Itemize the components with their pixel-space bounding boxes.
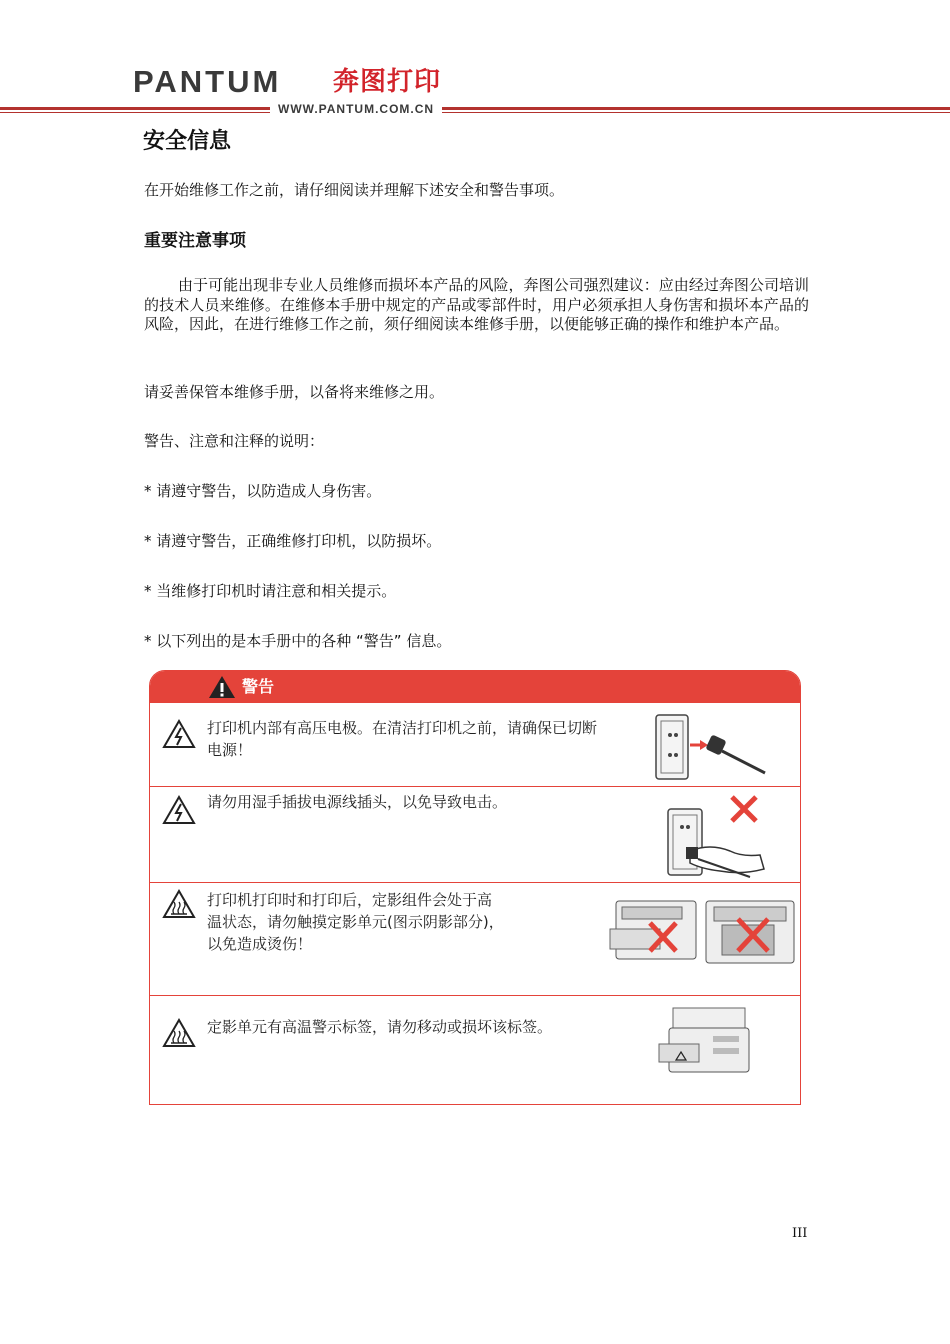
page-title: 安全信息 [143, 129, 232, 154]
printer-label-illustration [655, 1002, 755, 1082]
warning-text: 电源！ [207, 741, 253, 759]
website-url: WWW.PANTUM.COM.CN [270, 101, 442, 117]
bullet-item: * 以下列出的是本手册中的各种 “警告” 信息。 [144, 632, 452, 650]
warning-row [150, 882, 800, 995]
bullet-item: * 当维修打印机时请注意和相关提示。 [144, 582, 397, 600]
warning-text: 请勿用湿手插拔电源线插头，以免导致电击。 [207, 793, 508, 811]
hot-surface-icon [162, 889, 196, 919]
warning-text: 以免造成烫伤！ [207, 935, 313, 953]
high-voltage-icon [162, 719, 196, 749]
high-voltage-icon [162, 795, 196, 825]
warning-row [150, 995, 800, 1105]
warning-header [150, 671, 800, 703]
power-outlet-plug-illustration [650, 711, 770, 783]
keep-manual-text: 请妥善保管本维修手册，以备将来维修之用。 [144, 383, 445, 401]
important-paragraph: 由于可能出现非专业人员维修而损坏本产品的风险，奔图公司强烈建议：应由经过奔图公司培训的技术人员来维修。在维修本手册中规定的产品或零部件时，用户必须承担人身伤害和损坏本产品的风险，因此，在进行维修工作之前，须仔细阅读本维修手册，以便能够正确的操作和维护本产品。 [144, 276, 809, 333]
brand-logo-en: PANTUM [133, 64, 282, 99]
section-title: 重要注意事项 [144, 231, 246, 251]
warning-row [150, 786, 800, 882]
warning-row [150, 703, 800, 786]
bullet-item: * 请遵守警告，以防造成人身伤害。 [144, 482, 382, 500]
wet-hand-plug-illustration [660, 789, 770, 881]
bullet-item: * 请遵守警告，正确维修打印机，以防损坏。 [144, 532, 442, 550]
header-rule-thin [0, 112, 950, 113]
page-number: III [792, 1226, 808, 1241]
hot-surface-icon [162, 1018, 196, 1048]
warning-text: 打印机打印时和打印后，定影组件会处于高 [207, 891, 493, 909]
explain-heading: 警告、注意和注释的说明： [144, 432, 325, 450]
warning-header-label: 警告 [242, 677, 275, 696]
warning-text: 打印机内部有高压电极。在清洁打印机之前，请确保已切断 [207, 719, 598, 737]
header-rule [0, 107, 950, 110]
brand-logo-cn: 奔图打印 [333, 67, 442, 97]
warning-table [149, 670, 801, 1105]
intro-text: 在开始维修工作之前，请仔细阅读并理解下述安全和警告事项。 [144, 181, 565, 199]
warning-text: 定影单元有高温警示标签，请勿移动或损坏该标签。 [207, 1018, 553, 1036]
warning-triangle-icon [208, 675, 236, 699]
warning-text: 温状态，请勿触摸定影单元(图示阴影部分)， [207, 913, 504, 931]
fuser-printer-illustration [602, 893, 798, 969]
